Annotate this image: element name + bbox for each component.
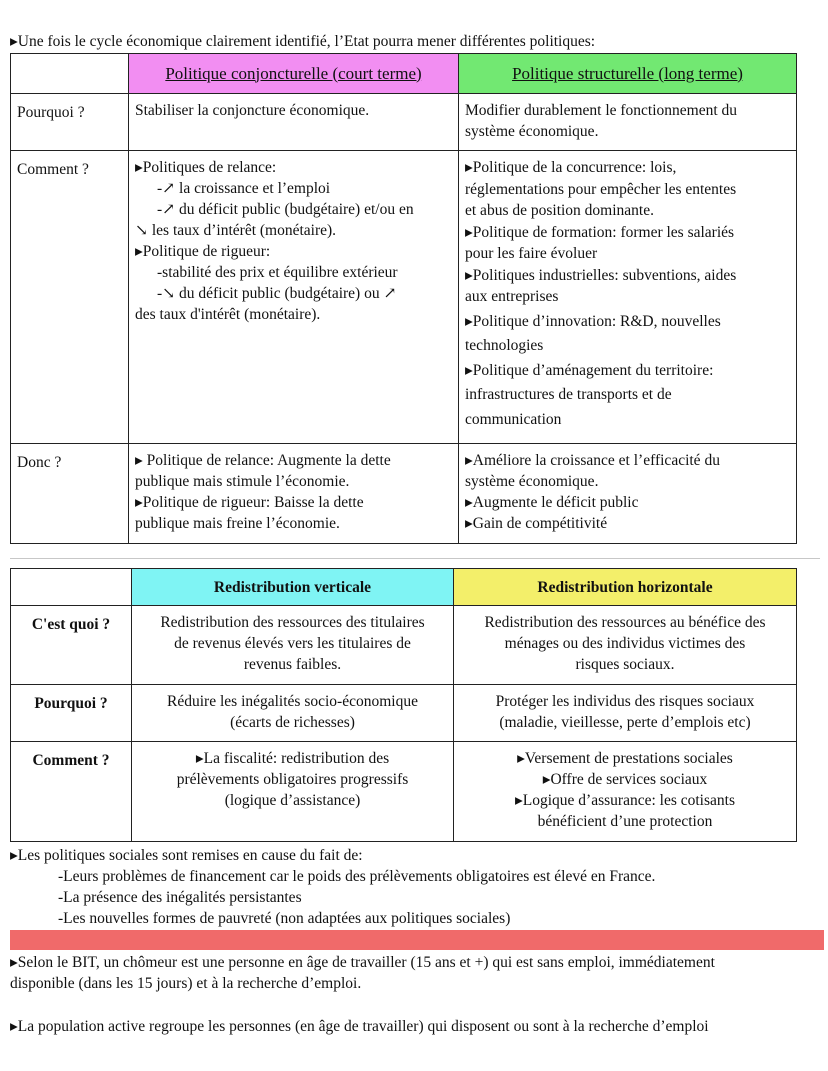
text-line: ▸ Politique de relance: Augmente la dette <box>135 452 391 469</box>
text-line: communication <box>465 410 562 428</box>
row-label-comment-2: Comment ? <box>11 742 132 842</box>
text-line: Redistribution des ressources au bénéfice des <box>484 614 766 631</box>
text-line: ▸Logique d’assurance: les cotisants <box>515 792 735 809</box>
header-politique-structurelle <box>459 54 797 94</box>
row-label-pourquoi: Pourquoi ? <box>11 94 129 151</box>
text-line: publique mais freine l’économie. <box>135 515 340 532</box>
text-line: de revenus élevés vers les titulaires de <box>174 635 411 652</box>
bit-definition-line1: ▸Selon le BIT, un chômeur est une personne en âge de travailler (15 ans et +) qui est sans emploi, immédiatement <box>10 954 715 971</box>
row-label-cest-quoi: C'est quoi ? <box>11 606 132 685</box>
text-line: pour les faire évoluer <box>465 245 598 262</box>
policy-table <box>10 53 797 544</box>
bit-definition-line2: disponible (dans les 15 jours) et à la recherche d’emploi. <box>10 975 362 992</box>
row-label-pourquoi-2: Pourquoi ? <box>11 685 132 742</box>
redistribution-table-corner <box>11 569 132 606</box>
text-line: système économique. <box>465 473 599 490</box>
text-line: Réduire les inégalités socio-économique <box>167 693 418 710</box>
highlight-band <box>10 930 824 950</box>
header-conj-label: Politique conjoncturelle (court terme) <box>165 63 422 83</box>
text-line: (logique d’assistance) <box>224 792 361 809</box>
text-line: ▸Politiques de relance: <box>135 159 277 176</box>
text-line: ▸Gain de compétitivité <box>465 515 608 532</box>
text-line: ▸Politique de rigueur: Baisse la dette <box>135 494 364 511</box>
cell-conj-donc <box>129 444 459 544</box>
text-line: -↗ la croissance et l’emploi <box>157 180 331 197</box>
text-line: -↘ du déficit public (budgétaire) ou ↗ <box>157 285 397 302</box>
text-line: et abus de position dominante. <box>465 202 654 219</box>
text-line: aux entreprises <box>465 288 559 305</box>
cell-vert-comment <box>132 742 454 842</box>
cell-conj-comment <box>129 151 459 444</box>
cell-horiz-comment <box>454 742 797 842</box>
text-line: ▸Politique d’aménagement du territoire: <box>465 361 714 379</box>
row-label-donc: Donc ? <box>11 444 129 544</box>
text-line: (écarts de richesses) <box>230 714 355 731</box>
intro-text: ▸Une fois le cycle économique clairement identifié, l’Etat pourra mener différentes politiques: <box>10 33 596 50</box>
text-line: revenus faibles. <box>243 656 342 673</box>
text-line: ▸Améliore la croissance et l’efficacité du <box>465 452 720 469</box>
cell-struct-donc <box>459 444 797 544</box>
text-line: ▸Politique d’innovation: R&D, nouvelles <box>465 312 721 330</box>
text-line: des taux d'intérêt (monétaire). <box>135 306 321 323</box>
text-line: prélèvements obligatoires progressifs <box>176 771 409 788</box>
text-line: ▸Augmente le déficit public <box>465 494 639 511</box>
text-line: ▸Politique de rigueur: <box>135 243 271 260</box>
text-line: Protéger les individus des risques sociaux <box>495 693 755 710</box>
section-divider <box>10 558 820 559</box>
header-redistribution-verticale: Redistribution verticale <box>132 569 454 606</box>
text-line: Stabiliser la conjoncture économique. <box>135 102 370 119</box>
header-struct-label: Politique structurelle (long terme) <box>512 63 743 83</box>
row-label-comment: Comment ? <box>11 151 129 444</box>
text-line: ▸La fiscalité: redistribution des <box>195 750 390 767</box>
text-line: ménages ou des individus victimes des <box>504 635 746 652</box>
header-redistribution-horizontale: Redistribution horizontale <box>454 569 797 606</box>
text-line: Redistribution des ressources des titulaires <box>160 614 425 631</box>
cell-vert-pourquoi <box>132 685 454 742</box>
cell-horiz-cest-quoi <box>454 606 797 685</box>
text-line: système économique. <box>465 123 599 140</box>
text-line: risques sociaux. <box>575 656 675 673</box>
text-line: -stabilité des prix et équilibre extérieur <box>157 264 398 281</box>
text-line: ↘ les taux d’intérêt (monétaire). <box>135 222 337 239</box>
text-line: ▸Offre de services sociaux <box>542 771 708 788</box>
cell-vert-cest-quoi <box>132 606 454 685</box>
header-politique-conjoncturelle <box>129 54 459 94</box>
text-line: -↗ du déficit public (budgétaire) et/ou en <box>157 201 414 218</box>
redistribution-table <box>10 568 797 842</box>
text-line: technologies <box>465 337 544 354</box>
text-line: Modifier durablement le fonctionnement du <box>465 102 738 119</box>
cell-struct-pourquoi <box>459 94 797 151</box>
text-line: réglementations pour empêcher les ententes <box>465 180 737 198</box>
text-line: ▸Politiques industrielles: subventions, aides <box>465 266 737 284</box>
social-item: -Leurs problèmes de financement car le poids des prélèvements obligatoires est élevé en France. <box>58 868 656 885</box>
text-line: publique mais stimule l’économie. <box>135 473 350 490</box>
cell-conj-pourquoi <box>129 94 459 151</box>
active-population-text: ▸La population active regroupe les personnes (en âge de travailler) qui disposent ou sont à la recherche d’emploi <box>10 1018 709 1035</box>
social-lead: ▸Les politiques sociales sont remises en cause du fait de: <box>10 847 363 864</box>
social-item: -La présence des inégalités persistantes <box>58 889 302 906</box>
text-line: ▸Politique de formation: former les salariés <box>465 223 735 241</box>
text-line: bénéficient d’une protection <box>537 813 713 830</box>
text-line: (maladie, vieillesse, perte d’emplois etc) <box>499 714 751 731</box>
policy-table-corner <box>11 54 129 94</box>
text-line: ▸Versement de prestations sociales <box>517 750 733 767</box>
cell-horiz-pourquoi <box>454 685 797 742</box>
text-line: ▸Politique de la concurrence: lois, <box>465 159 677 176</box>
social-item: -Les nouvelles formes de pauvreté (non adaptées aux politiques sociales) <box>58 910 511 927</box>
text-line: infrastructures de transports et de <box>465 386 672 403</box>
cell-struct-comment <box>459 151 797 444</box>
